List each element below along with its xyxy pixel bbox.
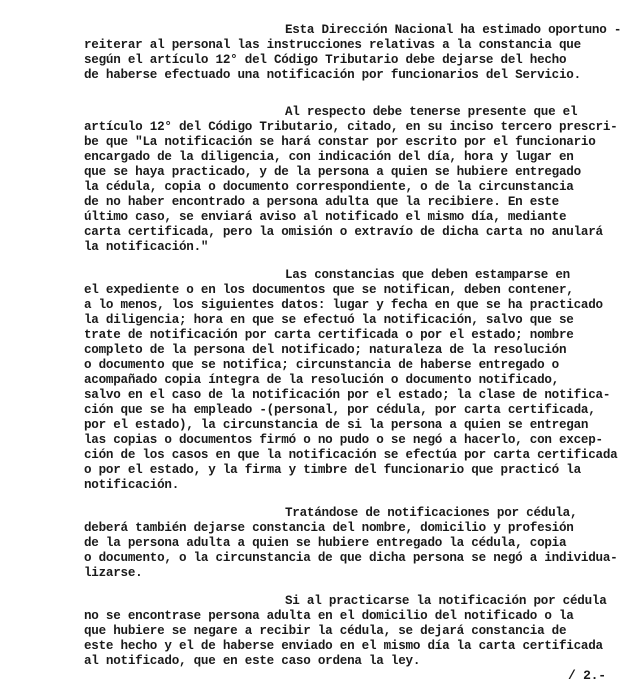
paragraph-5-line-3: que hubiere se negare a recibir la cédula, se dejará constancia de: [84, 624, 567, 638]
paragraph-3-line-14: o por el estado, y la firma y timbre del funcionario que practicó la: [84, 463, 581, 477]
paragraph-1-line-4: de haberse efectuado una notificación por funcionarios del Servicio.: [84, 68, 581, 82]
paragraph-3-line-10: ción que se ha empleado -(personal, por cédula, por carta certificada,: [84, 403, 596, 417]
paragraph-3-line-7: o documento que se notifica; circunstancia de haberse entregado o: [84, 358, 559, 372]
paragraph-4-line-1: Tratándose de notificaciones por cédula,: [285, 506, 578, 520]
paragraph-2-line-5: que se haya practicado, y de la persona a quien se hubiere entregado: [84, 165, 581, 179]
paragraph-3-line-8: acompañado copia íntegra de la resolución o documento notificado,: [84, 373, 559, 387]
paragraph-2-line-1: Al respecto debe tenerse presente que el: [285, 105, 578, 119]
paragraph-3-line-2: el expediente o en los documentos que se notifican, deben contener,: [84, 283, 574, 297]
paragraph-4-line-3: de la persona adulta a quien se hubiere entregado la cédula, copia: [84, 536, 567, 550]
paragraph-2-line-4: encargado de la diligencia, con indicación del día, hora y lugar en: [84, 150, 574, 164]
page-continuation-marker: / 2.-: [568, 668, 606, 683]
paragraph-2-line-6: la cédula, copia o documento correspondiente, o de la circunstancia: [84, 180, 574, 194]
paragraph-3-line-6: completo de la persona del notificado; naturaleza de la resolución: [84, 343, 567, 357]
paragraph-4-line-4: o documento, o la circunstancia de que dicha persona se negó a individua-: [84, 551, 618, 565]
paragraph-3-line-11: por el estado), la circunstancia de si la persona a quien se entregan: [84, 418, 589, 432]
paragraph-4-line-2: deberá también dejarse constancia del nombre, domicilio y profesión: [84, 521, 574, 535]
paragraph-3-line-5: trate de notificación por carta certificada o por el estado; nombre: [84, 328, 574, 342]
paragraph-4-line-5: lizarse.: [84, 566, 143, 580]
paragraph-2-line-9: carta certificada, pero la omisión o extravío de dicha carta no anulará: [84, 225, 603, 239]
paragraph-5-line-1: Si al practicarse la notificación por cédula: [285, 594, 607, 608]
paragraph-3-line-1: Las constancias que deben estamparse en: [285, 268, 570, 282]
paragraph-5-line-4: este hecho y el de haberse enviado en el mismo día la carta certificada: [84, 639, 603, 653]
paragraph-3-line-13: ción de los casos en que la notificación se efectúa por carta certificada: [84, 448, 618, 462]
paragraph-3-line-15: notificación.: [84, 478, 179, 492]
paragraph-5-line-2: no se encontrase persona adulta en el domicilio del notificado o la: [84, 609, 574, 623]
paragraph-2-line-2: artículo 12° del Código Tributario, citado, en su inciso tercero prescri-: [84, 120, 618, 134]
paragraph-1-line-3: según el artículo 12° del Código Tributario debe dejarse del hecho: [84, 53, 567, 67]
paragraph-2-line-10: la notificación.": [84, 240, 209, 254]
paragraph-2-line-7: de no haber encontrado a persona adulta que la recibiere. En este: [84, 195, 559, 209]
paragraph-3-line-9: salvo en el caso de la notificación por el estado; la clase de notifica-: [84, 388, 611, 402]
paragraph-5-line-5: al notificado, que en este caso ordena la ley.: [84, 654, 421, 668]
paragraph-3-line-3: a lo menos, los siguientes datos: lugar y fecha en que se ha practicado: [84, 298, 603, 312]
paragraph-2-line-8: último caso, se enviará aviso al notificado el mismo día, mediante: [84, 210, 567, 224]
paragraph-3-line-12: las copias o documentos firmó o no pudo o se negó a hacerlo, con excep-: [84, 433, 603, 447]
paragraph-1-line-2: reiterar al personal las instrucciones relativas a la constancia que: [84, 38, 581, 52]
paragraph-2-line-3: be que "La notificación se hará constar por escrito por el funcionario: [84, 135, 596, 149]
paragraph-1-line-1: Esta Dirección Nacional ha estimado oportuno -: [285, 23, 622, 37]
paragraph-3-line-4: la diligencia; hora en que se efectuó la notificación, salvo que se: [84, 313, 574, 327]
